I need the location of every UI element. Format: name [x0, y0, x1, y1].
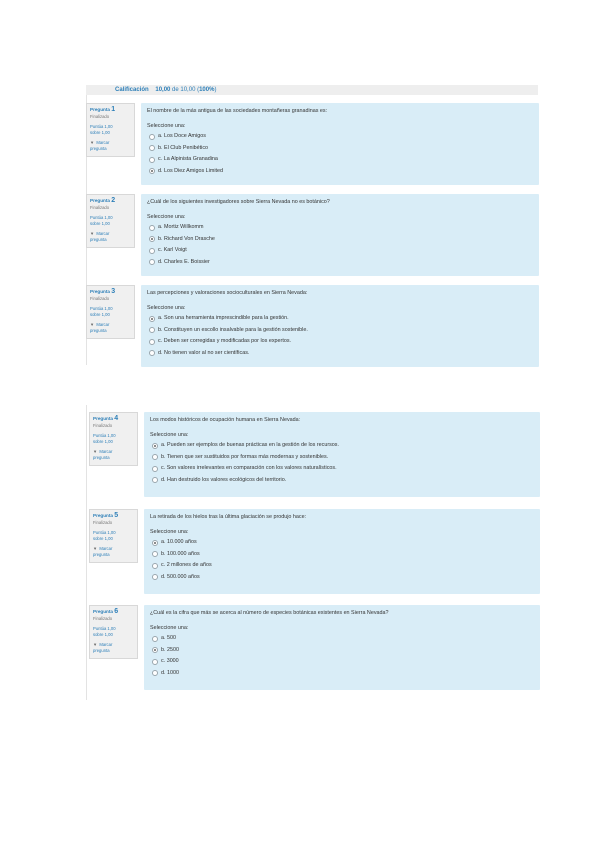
question-grade: Puntúa 1,00 sobre 1,00 — [90, 215, 113, 226]
question-state: Finalizado — [93, 423, 113, 428]
question-text: La retirada de los hielos tras la última glaciación se produjo hace: — [150, 514, 307, 520]
question-info — [86, 285, 135, 339]
question-title: Pregunta 1 — [90, 106, 116, 113]
question-number: 1 — [111, 106, 116, 113]
question-grade: Puntúa 1,00 sobre 1,00 — [90, 306, 113, 317]
answer-option[interactable]: a. Los Doce Amigos — [149, 131, 533, 143]
radio-button[interactable] — [149, 225, 155, 231]
question-content — [144, 412, 540, 497]
radio-button[interactable] — [149, 157, 155, 163]
page-left-rule — [86, 405, 87, 700]
question-number: 5 — [114, 512, 119, 519]
grade-percent: 100% — [199, 87, 215, 93]
answer-prompt: Seleccione una: — [147, 123, 186, 129]
question-text: Las percepciones y valoraciones socioculturales en Sierra Nevada: — [147, 290, 308, 296]
radio-button[interactable] — [152, 659, 158, 665]
answer-option[interactable]: a. 500 — [152, 633, 534, 645]
answer-option-selected[interactable]: a. Pueden ser ejemplos de buenas prácticas en la gestión de los recursos. — [152, 440, 534, 452]
answer-option-selected[interactable]: d. Los Diez Amigos Limited — [149, 166, 533, 178]
flag-icon: ▼ — [93, 449, 98, 454]
question-state: Finalizado — [93, 616, 113, 621]
answer-prompt: Seleccione una: — [150, 432, 189, 438]
question-grade: Puntúa 1,00 sobre 1,00 — [90, 124, 113, 135]
flag-icon: ▼ — [93, 642, 98, 647]
answer-option[interactable]: c. Deben ser corregidas y modificadas por los expertos. — [149, 336, 533, 348]
question-number: 3 — [111, 288, 116, 295]
question-content — [141, 285, 539, 367]
question-grade: Puntúa 1,00 sobre 1,00 — [93, 626, 116, 637]
question-number: 6 — [114, 608, 119, 615]
grade-summary-label: Calificación — [115, 87, 149, 93]
answer-option[interactable]: d. 500.000 años — [152, 572, 534, 584]
answer-option[interactable]: b. 100.000 años — [152, 549, 534, 561]
radio-button-selected[interactable] — [152, 647, 158, 653]
answer-option-selected[interactable]: b. Richard Von Drasche — [149, 234, 533, 246]
question-info — [86, 103, 135, 157]
question-content — [144, 509, 540, 594]
answer-option-selected[interactable]: a. Son una herramienta imprescindible para la gestión. — [149, 313, 533, 325]
question-text: ¿Cuál de los siguientes investigadores sobre Sierra Nevada no es botánico? — [147, 199, 330, 205]
question-title: Pregunta 4 — [93, 415, 119, 422]
question-text: Los modos históricos de ocupación humana en Sierra Nevada: — [150, 417, 301, 423]
answer-prompt: Seleccione una: — [150, 625, 189, 631]
question-state: Finalizado — [90, 114, 110, 119]
radio-button[interactable] — [149, 259, 155, 265]
answer-option[interactable]: b. Constituyen un escollo insalvable para la gestión sostenible. — [149, 325, 533, 337]
flag-icon: ▼ — [93, 546, 98, 551]
answer-prompt: Seleccione una: — [147, 214, 186, 220]
answer-option-selected[interactable]: b. 2500 — [152, 645, 534, 657]
radio-button[interactable] — [149, 145, 155, 151]
radio-button[interactable] — [152, 477, 158, 483]
radio-button[interactable] — [152, 636, 158, 642]
question-text: ¿Cuál es la cifra que más se acerca al número de especies botánicas existentes en Sierra Nevada? — [150, 610, 389, 616]
flag-question-link[interactable]: ▼ Marcar pregunta — [93, 449, 113, 460]
radio-button[interactable] — [152, 454, 158, 460]
question-content — [141, 194, 539, 276]
radio-button-selected[interactable] — [149, 236, 155, 242]
answer-option[interactable]: c. Karl Voigt — [149, 245, 533, 257]
question-title: Pregunta 6 — [93, 608, 119, 615]
radio-button[interactable] — [149, 339, 155, 345]
question-text: El nombre de la más antigua de las sociedades montañeras granadinas es: — [147, 108, 328, 114]
question-title: Pregunta 3 — [90, 288, 116, 295]
flag-question-link[interactable]: ▼ Marcar pregunta — [93, 546, 113, 557]
answer-prompt: Seleccione una: — [147, 305, 186, 311]
answer-option[interactable]: d. No tienen valor al no ser científicas. — [149, 348, 533, 360]
radio-button[interactable] — [152, 574, 158, 580]
flag-question-link[interactable]: ▼ Marcar pregunta — [90, 140, 110, 151]
question-content — [144, 605, 540, 690]
grade-summary — [86, 85, 538, 95]
flag-question-link[interactable]: ▼ Marcar pregunta — [93, 642, 113, 653]
answer-option-selected[interactable]: a. 10.000 años — [152, 537, 534, 549]
question-title: Pregunta 2 — [90, 197, 116, 204]
question-grade: Puntúa 1,00 sobre 1,00 — [93, 530, 116, 541]
answer-option[interactable]: c. Son valores irrelevantes en comparación con los valores naturalísticos. — [152, 463, 534, 475]
question-content — [141, 103, 539, 185]
radio-button[interactable] — [152, 670, 158, 676]
question-number: 2 — [111, 197, 116, 204]
grade-close: ) — [214, 87, 217, 93]
question-info — [89, 509, 138, 563]
flag-question-link[interactable]: ▼ Marcar pregunta — [90, 322, 110, 333]
flag-icon: ▼ — [90, 140, 95, 145]
grade-score: 10,00 — [155, 87, 171, 93]
radio-button-selected[interactable] — [152, 540, 158, 546]
answer-option[interactable]: c. 2 millones de años — [152, 560, 534, 572]
question-state: Finalizado — [90, 296, 110, 301]
radio-button[interactable] — [149, 327, 155, 333]
question-info — [89, 412, 138, 466]
question-info — [89, 605, 138, 659]
flag-icon: ▼ — [90, 231, 95, 236]
radio-button[interactable] — [149, 134, 155, 140]
radio-button[interactable] — [152, 466, 158, 472]
question-state: Finalizado — [93, 520, 113, 525]
radio-button[interactable] — [152, 563, 158, 569]
answer-option[interactable]: c. 3000 — [152, 656, 534, 668]
radio-button-selected[interactable] — [149, 168, 155, 174]
answer-option[interactable]: d. Charles E. Boissier — [149, 257, 533, 269]
question-grade: Puntúa 1,00 sobre 1,00 — [93, 433, 116, 444]
answer-option[interactable]: d. Han destruido los valores ecológicos del territorio. — [152, 475, 534, 487]
question-number: 4 — [114, 415, 119, 422]
question-state: Finalizado — [90, 205, 110, 210]
question-info — [86, 194, 135, 248]
answer-prompt: Seleccione una: — [150, 529, 189, 535]
question-title: Pregunta 5 — [93, 512, 119, 519]
answer-option[interactable]: b. El Club Penibético — [149, 143, 533, 155]
answer-option[interactable]: a. Mortiz Willkomm — [149, 222, 533, 234]
radio-button[interactable] — [149, 248, 155, 254]
flag-icon: ▼ — [90, 322, 95, 327]
grade-of-text: de 10,00 ( — [172, 87, 200, 93]
answer-option[interactable]: b. Tienen que ser sustituidos por formas más modernas y sostenibles. — [152, 452, 534, 464]
answer-option[interactable]: c. La Alpinista Granadina — [149, 154, 533, 166]
radio-button-selected[interactable] — [149, 316, 155, 322]
radio-button-selected[interactable] — [152, 443, 158, 449]
radio-button[interactable] — [152, 551, 158, 557]
flag-question-link[interactable]: ▼ Marcar pregunta — [90, 231, 110, 242]
radio-button[interactable] — [149, 350, 155, 356]
answer-option[interactable]: d. 1000 — [152, 668, 534, 680]
